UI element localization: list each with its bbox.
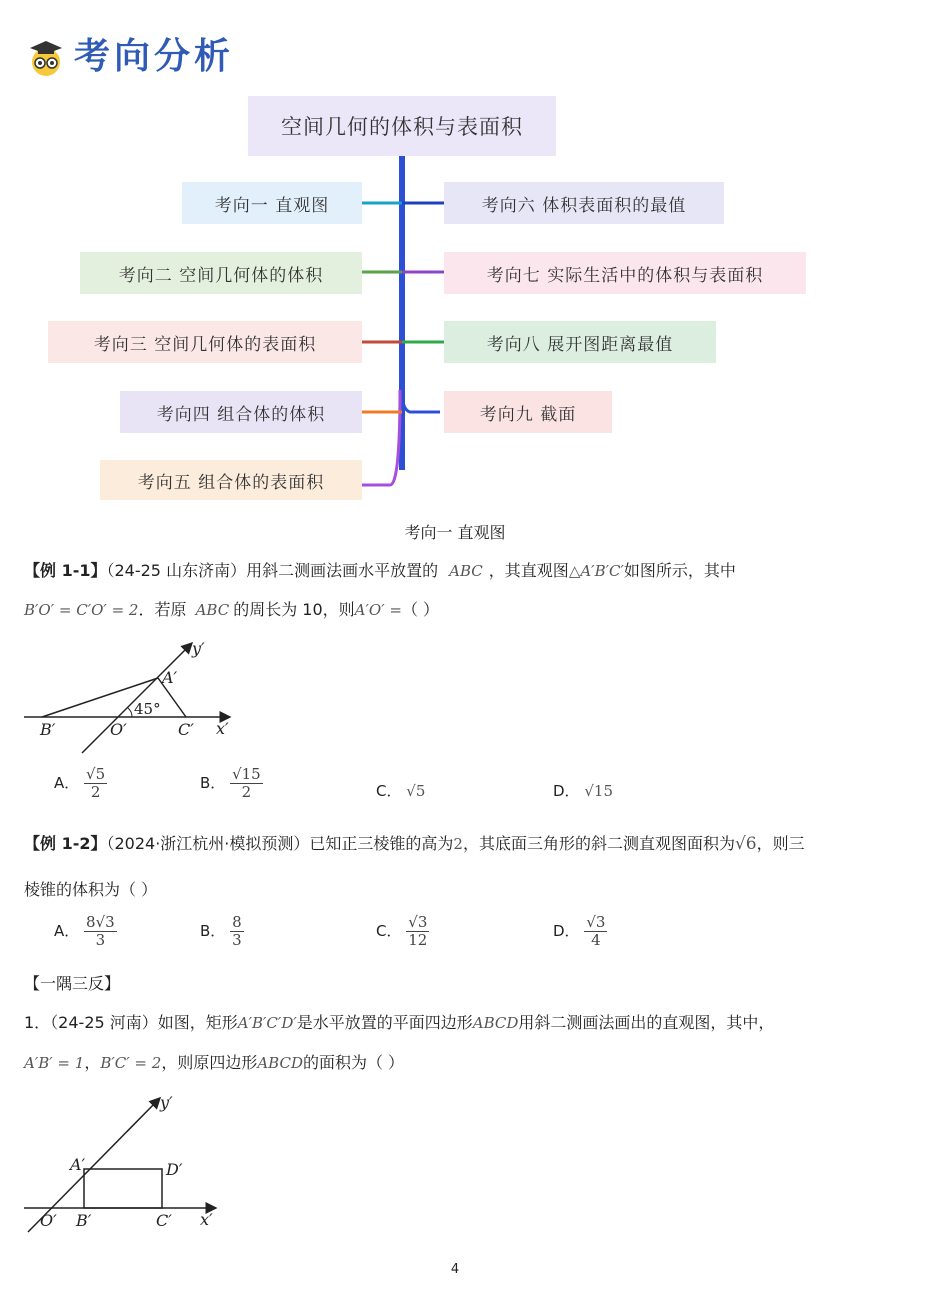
- ex1-option-c[interactable]: [376, 780, 425, 801]
- ex1-tag: 【例 1-1】: [24, 561, 107, 580]
- mindmap-right-4: 考向九 截面: [444, 391, 612, 433]
- ex1-source: （24-25 山东济南）用斜二测画法画水平放置的: [106, 561, 439, 580]
- practice-q1-line2: [24, 1053, 404, 1073]
- ex1-text3: 如图所示，其中: [623, 561, 736, 580]
- ex1-fig-x: x′: [216, 719, 229, 738]
- practice-fig-x: x′: [200, 1210, 213, 1229]
- ex2-option-d[interactable]: [553, 914, 607, 949]
- practice-q1-text-c: 用斜二测画法画出的直观图，其中，: [518, 1013, 775, 1032]
- ex1-text5: 的周长为 10，则: [233, 600, 355, 619]
- ex2-option-c[interactable]: [376, 914, 429, 949]
- ex1-figure: [20, 636, 240, 756]
- ex1-fig-o: O′: [110, 720, 127, 739]
- page-number: 4: [450, 1262, 460, 1277]
- ex2-line2: 棱锥的体积为（ ）: [24, 880, 158, 899]
- ex1-option-c-label: C．: [376, 782, 402, 800]
- practice-q1-math3: A′B′ = 1: [24, 1054, 85, 1072]
- practice-q1-math4: B′C′ = 2: [100, 1054, 162, 1072]
- ex1-math-abc2: △A′B′C′: [568, 562, 624, 580]
- practice-q1-text-d: ，: [84, 1053, 101, 1072]
- section-title: 考向一 直观图: [404, 523, 506, 542]
- ex1-fig-angle: 45°: [134, 700, 161, 718]
- ex1-fig-y: y′: [192, 639, 205, 658]
- practice-q1-text-b: 是水平放置的平面四边形: [296, 1013, 473, 1032]
- ex2-option-b-label: B．: [200, 922, 226, 940]
- ex1-math-abc3: ABC: [195, 601, 230, 619]
- ex2-text1c: ，则三: [756, 834, 805, 853]
- ex2-math-area: √6: [734, 834, 757, 854]
- ex1-option-a[interactable]: [54, 766, 107, 801]
- mindmap-left-5: 考向五 组合体的表面积: [100, 460, 362, 500]
- ex1-line2: [24, 600, 439, 620]
- ex2-option-a-label: A．: [54, 922, 80, 940]
- ex1-option-c-value: √5: [406, 782, 426, 800]
- mindmap-center: 空间几何的体积与表面积: [248, 96, 556, 156]
- practice-q1-text-e: ，则原四边形: [161, 1053, 258, 1072]
- mindmap-left-2: 考向二 空间几何体的体积: [80, 252, 362, 294]
- ex2-option-b[interactable]: [200, 914, 244, 949]
- ex1-text2: ，其直观图: [488, 561, 569, 580]
- ex2-text1b: ，其底面三角形的斜二测直观图面积为: [462, 834, 735, 853]
- ex1-option-d-label: D．: [553, 782, 580, 800]
- ex2-math-h: 2: [453, 835, 463, 853]
- ex1-option-a-frac: $\frac{√5}{2}$: [86, 765, 106, 801]
- mindmap-left-1: 考向一 直观图: [182, 182, 362, 224]
- practice-fig-y: y′: [160, 1093, 173, 1112]
- practice-heading: 【一隅三反】: [24, 974, 121, 993]
- practice-fig-c: C′: [156, 1211, 172, 1230]
- ex1-text4: ．若原: [138, 600, 187, 619]
- practice-figure: [20, 1090, 230, 1240]
- practice-q1-line1: [24, 1013, 774, 1033]
- ex1-fig-a: A′: [162, 668, 178, 687]
- ex1-text6: （ ）: [401, 600, 440, 619]
- mindmap-left-3: 考向三 空间几何体的表面积: [48, 321, 362, 363]
- practice-q1-math1: A′B′C′D′: [237, 1014, 297, 1032]
- header-logo: [26, 38, 66, 78]
- ex1-math-ao: A′O′ =: [354, 601, 402, 619]
- practice-q1-math2: ABCD: [472, 1014, 519, 1032]
- ex1-option-b-label: B．: [200, 774, 226, 792]
- mindmap-left-4: 考向四 组合体的体积: [120, 391, 362, 433]
- mindmap-right-2: 考向七 实际生活中的体积与表面积: [444, 252, 806, 294]
- ex1-line1: [24, 561, 736, 581]
- ex1-fig-b: B′: [40, 720, 56, 739]
- practice-q1-text-a: 1．（24-25 河南）如图，矩形: [24, 1013, 238, 1032]
- ex2-option-d-label: D．: [553, 922, 580, 940]
- ex1-option-d-value: √15: [584, 782, 613, 800]
- practice-fig-a: A′: [70, 1155, 86, 1174]
- practice-fig-o: O′: [40, 1211, 57, 1230]
- ex2-option-a[interactable]: [54, 914, 117, 949]
- ex2-option-a-frac: $\frac{8√3}{3}$: [86, 913, 115, 949]
- ex2-text1a: （2024·浙江杭州·模拟预测）已知正三棱锥的高为: [106, 834, 454, 853]
- ex2-option-b-frac: $\frac{8}{3}$: [232, 913, 242, 949]
- ex2-option-c-frac: $\frac{√3}{12}$: [408, 913, 428, 949]
- ex1-option-a-label: A．: [54, 774, 80, 792]
- ex2-tag: 【例 1-2】: [24, 834, 107, 853]
- ex1-option-b[interactable]: [200, 766, 263, 801]
- mindmap-right-3: 考向八 展开图距离最值: [444, 321, 716, 363]
- ex1-fig-c: C′: [178, 720, 194, 739]
- graduate-emoji-icon: [26, 38, 66, 78]
- ex1-option-b-frac: $\frac{√15}{2}$: [232, 765, 261, 801]
- practice-q1-math5: ABCD: [257, 1054, 303, 1072]
- ex1-option-d[interactable]: [553, 780, 613, 801]
- practice-fig-b: B′: [76, 1211, 92, 1230]
- ex2-line1: [24, 834, 805, 854]
- practice-q1-text-f: 的面积为（ ）: [302, 1053, 405, 1072]
- ex2-option-d-frac: $\frac{√3}{4}$: [586, 913, 606, 949]
- header-title: 考向分析: [74, 35, 235, 77]
- ex1-math-eq: B′O′ = C′O′ = 2: [24, 601, 139, 619]
- ex2-option-c-label: C．: [376, 922, 402, 940]
- practice-fig-d: D′: [166, 1160, 183, 1179]
- ex1-math-abc: ABC: [449, 562, 483, 580]
- mindmap-right-1: 考向六 体积表面积的最值: [444, 182, 724, 224]
